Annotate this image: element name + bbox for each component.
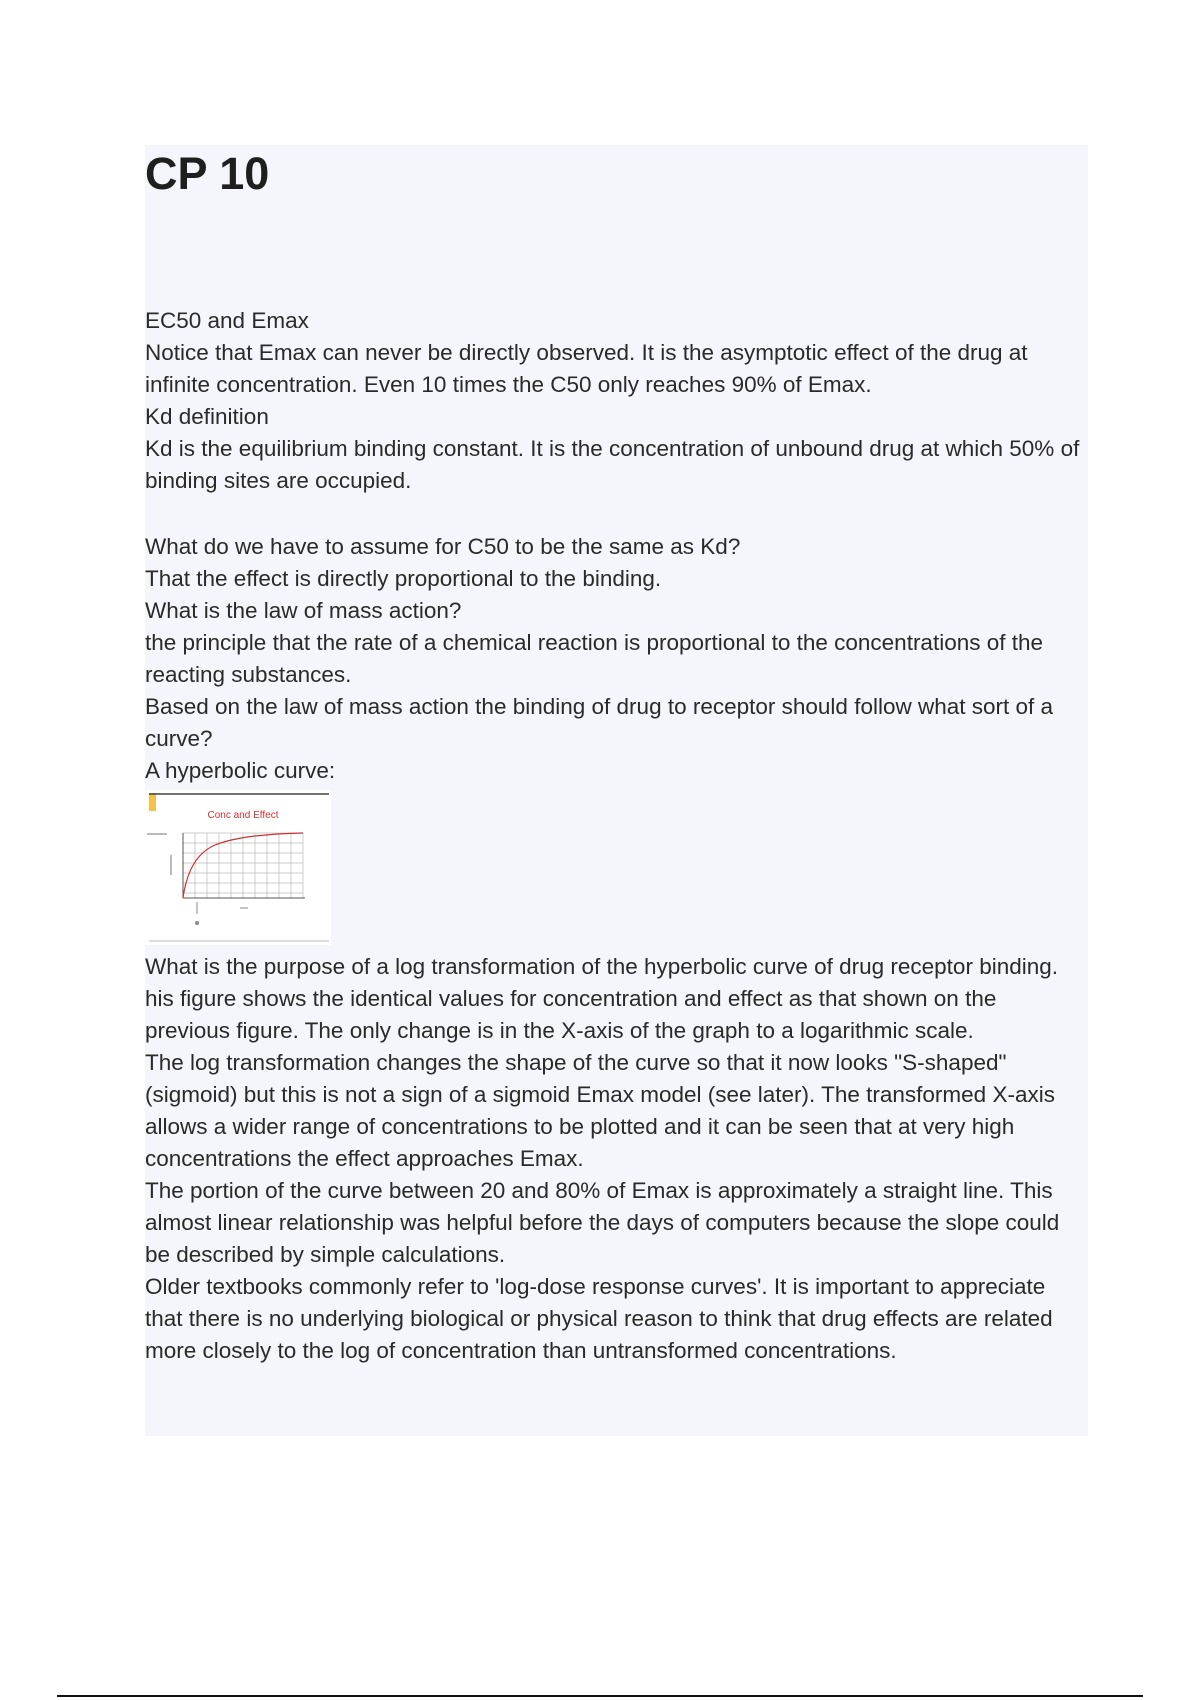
figure-title: Conc and Effect bbox=[207, 810, 279, 821]
section-heading-ec50: EC50 and Emax bbox=[145, 308, 309, 333]
paragraph-linear-portion: The portion of the curve between 20 and 80% of Emax is approximately a straight line. This almost linear relationship was helpful before the days of computers because the slope could be described by simple calculations. bbox=[145, 1178, 1060, 1267]
figure-c50-label bbox=[195, 921, 199, 925]
section-heading-kd: Kd definition bbox=[145, 404, 269, 429]
paragraph-log-dose: Older textbooks commonly refer to 'log-dose response curves'. It is important to appreciate that there is no underlying biological or physical reason to think that drug effects are related more closely to the log of concentration than untransformed concentrations. bbox=[145, 1274, 1053, 1363]
log-transform-section bbox=[145, 951, 1085, 1367]
qa-section bbox=[145, 531, 1085, 787]
paragraph-s-shaped: The log transformation changes the shape of the curve so that it now looks "S-shaped" (sigmoid) but this is not a sign of a sigmoid Emax model (see later). The transformed X-axis allows a wider range of concentrations to be plotted and it can be seen that at very high concentrations the effect approaches Emax. bbox=[145, 1050, 1055, 1171]
paragraph-figure-description: his figure shows the identical values for concentration and effect as that shown on the previous figure. The only change is in the X-axis of the graph to a logarithmic scale. bbox=[145, 986, 997, 1043]
question-log-transform: What is the purpose of a log transformation of the hyperbolic curve of drug receptor binding. bbox=[145, 954, 1059, 979]
question-c50-kd: What do we have to assume for C50 to be the same as Kd? bbox=[145, 534, 741, 559]
answer-mass-action: the principle that the rate of a chemical reaction is proportional to the concentrations of the reacting substances. bbox=[145, 630, 1044, 687]
paragraph-kd: Kd is the equilibrium binding constant. It is the concentration of unbound drug at which 50% of binding sites are occupied. bbox=[145, 436, 1080, 493]
conc-effect-chart bbox=[145, 790, 331, 945]
conc-effect-figure bbox=[145, 790, 331, 945]
figure-accent-mark bbox=[149, 793, 156, 811]
intro-section bbox=[145, 305, 1085, 497]
paragraph-emax: Notice that Emax can never be directly observed. It is the asymptotic effect of the drug at infinite concentration. Even 10 times the C50 only reaches 90% of Emax. bbox=[145, 340, 1028, 397]
page-title: CP 10 bbox=[145, 148, 270, 199]
answer-c50-kd: That the effect is directly proportional to the binding. bbox=[145, 566, 662, 591]
answer-curve-type: A hyperbolic curve: bbox=[145, 758, 336, 783]
question-mass-action: What is the law of mass action? bbox=[145, 598, 462, 623]
footer-rule bbox=[57, 1695, 1143, 1697]
question-curve-type: Based on the law of mass action the binding of drug to receptor should follow what sort of a curve? bbox=[145, 694, 1054, 751]
